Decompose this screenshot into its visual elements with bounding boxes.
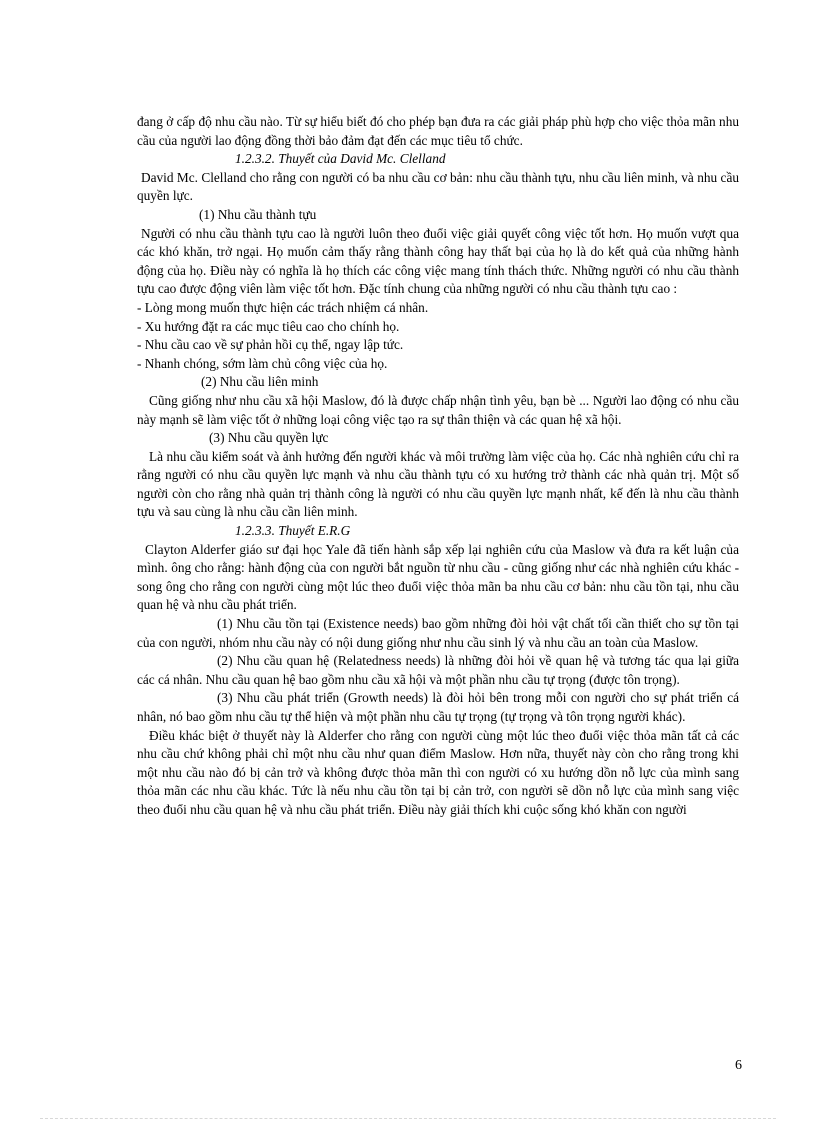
- subheading-affiliation: (2) Nhu cầu liên minh: [201, 374, 319, 390]
- paragraph-erg-intro: Clayton Alderfer giáo sư đại học Yale đã tiến hành sắp xếp lại nghiên cứu của Maslow và đưa ra kết luận của mình. ông cho rằng: hành động của con người bắt nguồn từ nhu cầu - cũng giống như các nhà nghiên cứu khác - song ông cho rằng con người cùng một lúc theo đuổi việc thỏa mãn ba nhu cầu cơ bản: nhu cầu tồn tại, nhu cầu quan hệ và nhu cầu phát triển.: [137, 541, 739, 613]
- paragraph-existence-needs: (1) Nhu cầu tồn tại (Existence needs) bao gồm những đòi hỏi vật chất tối cần thiết cho sự tồn tại của con người, nhóm nhu cầu này có nội dung giống như nhu cầu sinh lý và nhu cầu an toàn của Maslow.: [137, 616, 739, 650]
- paragraph-affiliation: Cũng giống như nhu cầu xã hội Maslow, đó là được chấp nhận tình yêu, bạn bè ... Người lao động có nhu cầu này mạnh sẽ làm việc tốt ở những loại công việc tạo ra sự thân thiện và các quan hệ xã hội.: [137, 392, 739, 427]
- list-item: - Nhu cầu cao về sự phản hồi cụ thể, ngay lập tức.: [137, 337, 404, 353]
- list-item: - Nhanh chóng, sớm làm chủ công việc của họ.: [137, 355, 388, 371]
- paragraph-achievement: Người có nhu cầu thành tựu cao là người luôn theo đuổi việc giải quyết công việc tốt hơn. Họ muốn vượt qua các khó khăn, trở ngại. Họ muốn cảm thấy rằng thành công hay thất bại của họ là do kết quả của những hành động của họ. Điều này có nghĩa là họ thích các công việc mang tính thách thức. Những người có nhu cầu thành tựu cao được động viên làm việc tốt hơn. Đặc tính chung của những người có nhu cầu thành tựu cao :: [137, 225, 739, 297]
- page-bottom-divider: [40, 1118, 776, 1119]
- paragraph-growth-needs: (3) Nhu cầu phát triển (Growth needs) là đòi hỏi bên trong mỗi con người cho sự phát triển cá nhân, nó bao gồm nhu cầu tự thể hiện và một phần nhu cầu tự trọng (tự trọng và tôn trọng người khác).: [137, 690, 739, 724]
- paragraph-mcclelland-intro: David Mc. Clelland cho rằng con người có ba nhu cầu cơ bản: nhu cầu thành tựu, nhu cầu liên minh, và nhu cầu quyền lực.: [137, 169, 739, 204]
- paragraph-erg-difference: Điều khác biệt ở thuyết này là Alderfer cho rằng con người cùng một lúc theo đuổi việc thỏa mãn tất cả các nhu cầu chứ không phải chỉ một nhu cầu như quan điểm Maslow. Hơn nữa, thuyết này còn cho rằng trong khi một nhu cầu nào đó bị cản trở và không được thỏa mãn thì con người có xu hướng dồn nỗ lực của mình sang thỏa mãn các nhu cầu khác. Tức là nếu nhu cầu tồn tại bị cản trở, con người sẽ dồn nỗ lực của mình sang việc theo đuổi nhu cầu quan hệ và nhu cầu phát triển. Điều này giải thích khi cuộc sống khó khăn con người: [137, 727, 739, 817]
- subheading-power: (3) Nhu cầu quyền lực: [209, 430, 329, 446]
- paragraph-power: Là nhu cầu kiểm soát và ảnh hưởng đến người khác và môi trường làm việc của họ. Các nhà nghiên cứu chỉ ra rằng người có nhu cầu quyền lực mạnh và nhu cầu thành tựu có xu hướng trở thành các nhà quản trị. Một số người còn cho rằng nhà quản trị thành công là người có nhu cầu quyền lực mạnh nhất, kế đến là nhu cầu thành tựu và sau cùng là nhu cầu cần liên minh.: [137, 448, 739, 520]
- page-number: 6: [735, 1058, 742, 1073]
- paragraph-intro: đang ở cấp độ nhu cầu nào. Từ sự hiểu biết đó cho phép bạn đưa ra các giải pháp phù hợp cho việc thỏa mãn nhu cầu của người lao động đồng thời bảo đảm đạt đến các mục tiêu tổ chức.: [137, 114, 739, 148]
- paragraph-relatedness-needs: (2) Nhu cầu quan hệ (Relatedness needs) là những đòi hỏi về quan hệ và tương tác qua lại giữa các cá nhân. Nhu cầu quan hệ bao gồm nhu cầu xã hội và một phần nhu cầu tự trọng (được tôn trọng).: [137, 653, 739, 687]
- heading-mcclelland: 1.2.3.2. Thuyết của David Mc. Clelland: [235, 151, 446, 167]
- list-item: - Xu hướng đặt ra các mục tiêu cao cho chính họ.: [137, 318, 400, 334]
- body-text: [137, 113, 739, 820]
- subheading-achievement: (1) Nhu cầu thành tựu: [199, 206, 317, 222]
- list-item: - Lòng mong muốn thực hiện các trách nhiệm cá nhân.: [137, 299, 429, 315]
- heading-erg: 1.2.3.3. Thuyết E.R.G: [235, 523, 351, 539]
